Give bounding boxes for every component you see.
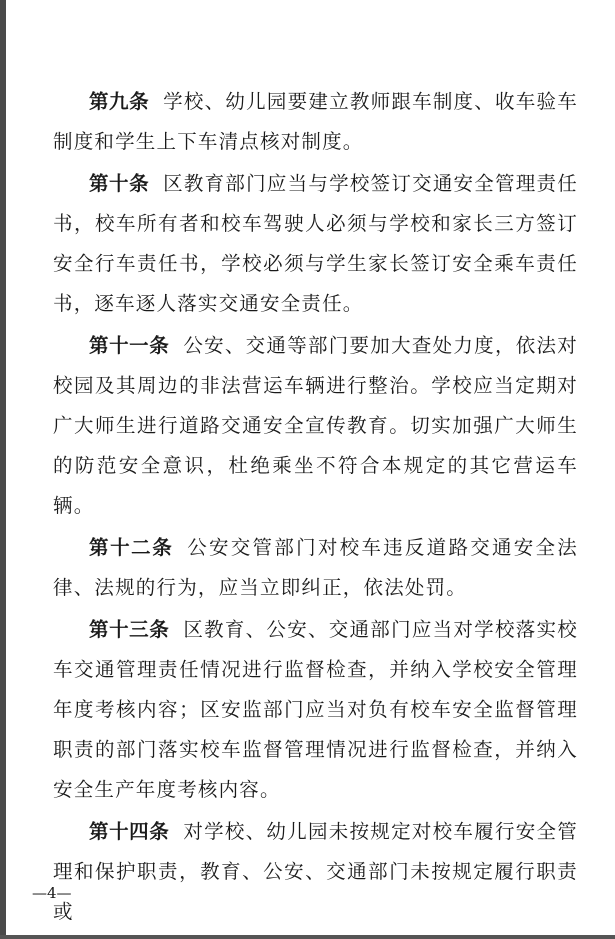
document-page [53, 82, 578, 932]
scan-edge-left [0, 0, 6, 939]
article-heading: 第十四条 [89, 820, 170, 843]
article-13 [53, 610, 578, 810]
article-body: 学校、幼儿园要建立教师跟车制度、收车验车制度和学生上下车清点核对制度。 [53, 90, 578, 153]
article-heading: 第十一条 [89, 334, 170, 357]
article-body: 公安交管部门对校车违反道路交通安全法律、法规的行为，应当立即纠正，依法处罚。 [53, 536, 578, 599]
article-9 [53, 82, 578, 162]
article-body: 公安、交通等部门要加大查处力度，依法对校园及其周边的非法营运车辆进行整治。学校应当定期对广大师生进行道路交通安全宣传教育。切实加强广大师生的防范安全意识，杜绝乘坐不符合本规定的其它营运车辆。 [53, 334, 578, 517]
page-number: —4— [32, 884, 72, 902]
article-10 [53, 164, 578, 324]
article-heading: 第十条 [89, 172, 150, 195]
article-14 [53, 812, 578, 932]
scan-edge-bottom [0, 935, 615, 939]
article-heading: 第十三条 [89, 618, 170, 641]
article-body: 区教育部门应当与学校签订交通安全管理责任书，校车所有者和校车驾驶人必须与学校和家长三方签订安全行车责任书，学校必须与学生家长签订安全乘车责任书，逐车逐人落实交通安全责任。 [53, 172, 578, 315]
article-body: 区教育、公安、交通部门应当对学校落实校车交通管理责任情况进行监督检查，并纳入学校安全管理年度考核内容；区安监部门应当对负有校车安全监督管理职责的部门落实校车监督管理情况进行监督检查，并纳入安全生产年度考核内容。 [53, 618, 578, 801]
article-heading: 第九条 [89, 90, 150, 113]
article-body: 对学校、幼儿园未按规定对校车履行安全管理和保护职责，教育、公安、交通部门未按规定履行职责或 [53, 820, 578, 923]
article-11 [53, 326, 578, 526]
article-heading: 第十二条 [89, 536, 174, 559]
article-12 [53, 528, 578, 608]
